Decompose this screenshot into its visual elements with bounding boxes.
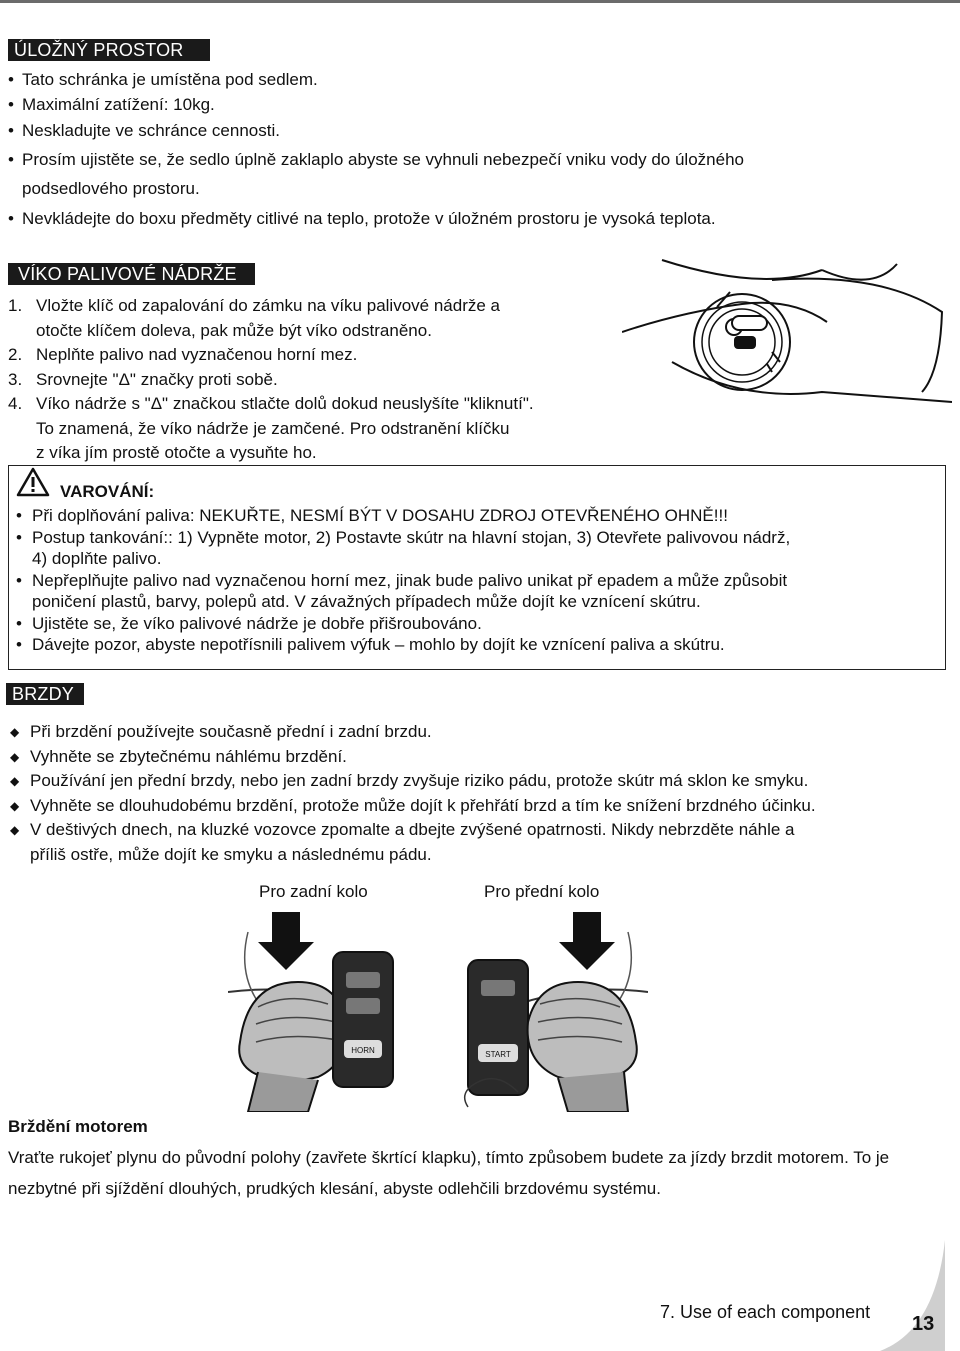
warning-triangle-icon — [16, 467, 50, 497]
horn-label: HORN — [351, 1046, 375, 1055]
warning-item: • Dávejte pozor, abyste nepotřísnili palivem výfuk – mohlo by dojít ke vznícení paliva a skútru. — [16, 635, 725, 654]
brakes-heading: BRZDY — [6, 683, 84, 705]
start-label: START — [485, 1050, 511, 1059]
storage-bullet-continuation: podsedlového prostoru. — [22, 179, 200, 198]
fuel-cap-heading: VÍKO PALIVOVÉ NÁDRŽE — [8, 263, 255, 285]
engine-braking-text: Vraťte rukojeť plynu do původní polohy (zavřete škrtící klapku), tímto způsobem budete za jízdy brzdit motorem. To je nezbytné při sjíždění dlouhých, prudkých klesání, abyste odlehčili brzdovému systému. — [8, 1148, 890, 1198]
brakes-list — [8, 720, 948, 867]
brake-item: ◆ Při brzdění používejte současně přední i zadní brzdu. — [10, 722, 432, 741]
footer-section-title: 7. Use of each component — [660, 1302, 871, 1322]
warning-item: • Ujistěte se, že víko palivové nádrže je dobře přišroubováno. — [16, 613, 482, 633]
warning-title: VAROVÁNÍ: — [60, 482, 155, 501]
storage-bullet: • Prosím ujistěte se, že sedlo úplně zaklaplo abyste se vyhnuli nebezpečí vniku vody do úložného — [8, 150, 744, 169]
step-1: 1. Vložte klíč od zapalování do zámku na víku palivové nádrže a otočte klíčem doleva, pak může být víko odstraněno. — [8, 296, 500, 340]
brake-item: ◆ V deštivých dnech, na kluzké vozovce zpomalte a dbejte zvýšené opatrnosti. Nikdy nebrzděte náhle a příliš ostře, může dojít ke smyku a následnému pádu. — [10, 820, 795, 864]
fuel-cap-steps — [8, 294, 628, 466]
step-4: 4. Víko nádrže s "Δ" značkou stlačte dolů dokud neuslyšíte "kliknutí". To znamená, že víko nádrže je zamčené. Pro odstranění klíčku z víka jím prostě otočte a vysuňte ho. — [8, 394, 534, 462]
caption-rear-wheel: Pro zadní kolo — [259, 882, 368, 901]
brake-item: ◆ Vyhněte se zbytečnému náhlému brzdění. — [10, 746, 347, 766]
warning-item: • Nepřeplňujte palivo nad vyznačenou horní mez, jinak bude palivo unikat př epadem a může způsobit poničení plastů, barvy, polepů atd. V závažných případech může dojít ke vznícení skútru. — [16, 570, 788, 611]
page-number: 13 — [912, 1313, 935, 1335]
warning-item: • Při doplňování paliva: NEKUŘTE, NESMÍ BÝT V DOSAHU ZDROJ OTEVŘENÉHO OHNĚ!!! — [16, 506, 728, 525]
brake-levers-illustration — [228, 912, 648, 1112]
warning-item: • Postup tankování:: 1) Vypněte motor, 2) Postavte skútr na hlavní stojan, 3) Otevřete palivovou nádrž, 4) doplňte palivo. — [16, 527, 791, 568]
brake-item: ◆ Vyhněte se dlouhudobému brzdění, protože může dojít k přehřátí brzd a tím ke snížení brzdného účinku. — [10, 795, 816, 815]
top-rule — [0, 0, 960, 3]
storage-bullet: • Maximální zatížení: 10kg. — [8, 95, 215, 114]
storage-bullet: • Neskladujte ve schránce cennosti. — [8, 121, 280, 140]
step-2: 2. Neplňte palivo nad vyznačenou horní mez. — [8, 345, 358, 364]
warning-list — [16, 505, 936, 656]
fuel-cap-illustration — [622, 252, 952, 424]
engine-braking-title: Brždění motorem — [8, 1117, 148, 1136]
storage-heading: ÚLOŽNÝ PROSTOR — [8, 39, 210, 61]
step-3: 3. Srovnejte "Δ" značky proti sobě. — [8, 369, 278, 389]
caption-front-wheel: Pro přední kolo — [484, 882, 600, 901]
storage-bullet: • Nevkládejte do boxu předměty citlivé na teplo, protože v úložném prostoru je vysoká teplota. — [8, 209, 716, 228]
brake-item: ◆ Používání jen přední brzdy, nebo jen zadní brzdy zvyšuje riziko pádu, protože skútr má sklon ke smyku. — [10, 771, 809, 790]
storage-bullet: • Tato schránka je umístěna pod sedlem. — [8, 70, 318, 89]
